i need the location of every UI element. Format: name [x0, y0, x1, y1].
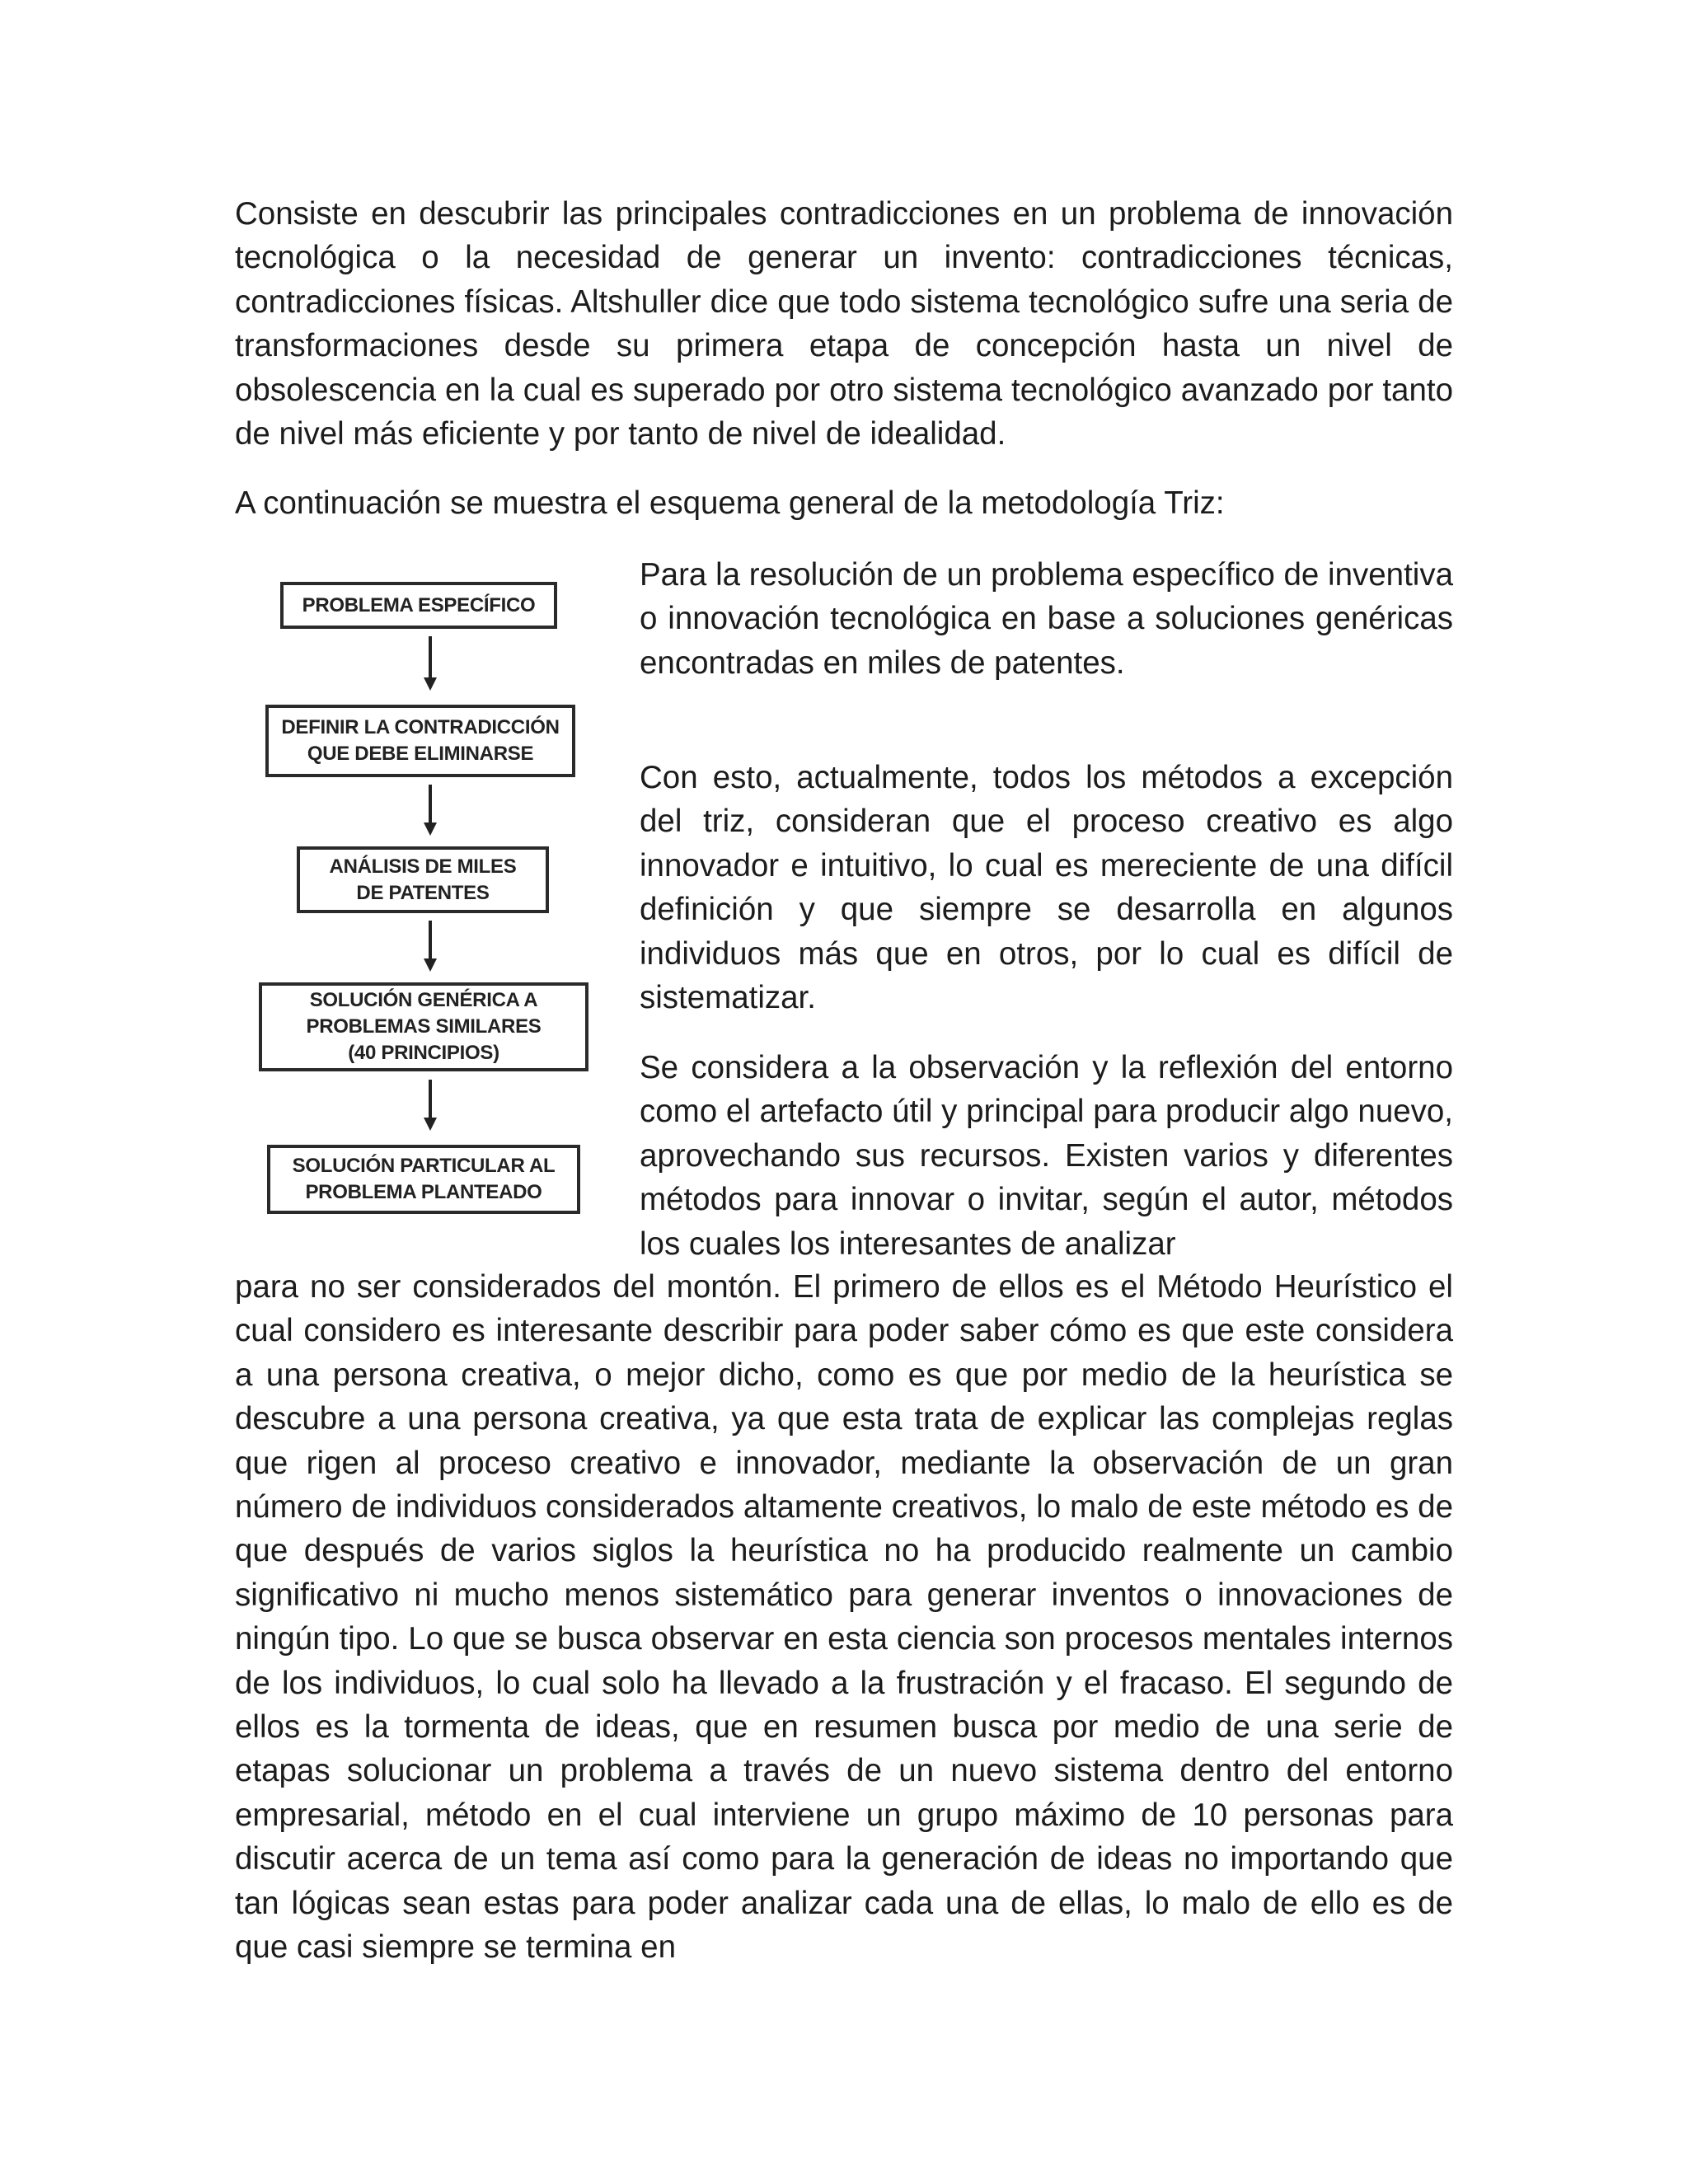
flow-box-label: PROBLEMA PLANTEADO — [305, 1181, 542, 1203]
paragraph-observacion: Se considera a la observación y la reflexión del entorno como el artefacto útil y principal para producir algo nuevo, aprovechando sus recursos. Existen varios y diferentes métodos para innovar o invitar, según el autor, métodos los cuales los interesantes de analizar — [640, 1050, 1453, 1262]
arrow-down-icon — [424, 677, 437, 691]
flow-arrow — [429, 1080, 432, 1121]
flow-box-label: PROBLEMAS SIMILARES — [306, 1015, 542, 1038]
flow-box-analisis-patentes — [297, 846, 549, 913]
paragraph-scheme-intro: A continuación se muestra el esquema general de la metodología Triz: — [235, 485, 1225, 521]
flow-arrow — [429, 921, 432, 962]
arrow-down-icon — [424, 1118, 437, 1131]
flow-box-label: SOLUCIÓN GENÉRICA A — [309, 989, 538, 1011]
flow-box-definir-contradiccion — [265, 705, 575, 777]
flow-box-label: DE PATENTES — [356, 881, 490, 904]
flow-arrow — [429, 636, 432, 681]
paragraph-metodos: Con esto, actualmente, todos los métodos a excepción del triz, consideran que el proceso creativo es algo innovador e intuitivo, lo cual es mereciente de una difícil definición y que siempre se desarrolla en algunos individuos más que en otros, por lo cual es difícil de sistematizar. — [640, 760, 1453, 1016]
paragraph-intro: Consiste en descubrir las principales contradicciones en un problema de innovación tecnológica o la necesidad de generar un invento: contradicciones técnicas, contradicciones físicas. Altshuller dice que todo sistema tecnológico sufre una seria de transformaciones desde su primera etapa de concepción hasta un nivel de obsolescencia en la cual es superado por otro sistema tecnológico avanzado por tanto de nivel más eficiente y por tanto de nivel de idealidad. — [235, 196, 1453, 452]
flow-box-label: QUE DEBE ELIMINARSE — [307, 743, 534, 765]
paragraph-observacion-continued: para no ser considerados del montón. El primero de ellos es el Método Heurístico el cual considero es interesante describir para poder saber cómo es que este considera a una persona creativa, o mejor dicho, como es que por medio de la heurística se descubre a una persona creativa, ya que esta trata de explicar las complejas reglas que rigen al proceso creativo e innovador, mediante la observación de un gran número de individuos considerados altamente creativos, lo malo de este método es de que después de varios siglos la heurística no ha producido realmente un cambio significativo ni mucho menos sistemático para generar inventos o innovaciones de ningún tipo. Lo que se busca observar en esta ciencia son procesos mentales internos de los individuos, lo cual solo ha llevado a la frustración y el fracaso. El segundo de ellos es la tormenta de ideas, que en resumen busca por medio de una serie de etapas solucionar un problema a través de un nuevo sistema dentro del entorno empresarial, método en el cual interviene un grupo máximo de 10 personas para discutir acerca de un tema así como para la generación de ideas no importando que tan lógicas sean estas para poder analizar cada una de ellas, lo malo de ello es de que casi siempre se termina en — [235, 1269, 1453, 1966]
flow-box-label: SOLUCIÓN PARTICULAR AL — [292, 1155, 556, 1177]
flow-box-label: (40 PRINCIPIOS) — [348, 1042, 499, 1064]
flow-arrow — [429, 785, 432, 826]
arrow-down-icon — [424, 958, 437, 972]
flow-box-label: ANÁLISIS DE MILES — [329, 855, 517, 878]
flow-box-label: DEFINIR LA CONTRADICCIÓN — [281, 716, 560, 738]
flow-box-label: PROBLEMA ESPECÍFICO — [302, 593, 536, 616]
paragraph-resolucion: Para la resolución de un problema específico de inventiva o innovación tecnológica en base a soluciones genéricas encontradas en miles de patentes. — [640, 557, 1453, 681]
arrow-down-icon — [424, 823, 437, 836]
flow-box-problema-especifico — [280, 582, 557, 629]
flow-box-solucion-particular — [267, 1145, 580, 1214]
flow-box-solucion-generica — [259, 982, 588, 1071]
